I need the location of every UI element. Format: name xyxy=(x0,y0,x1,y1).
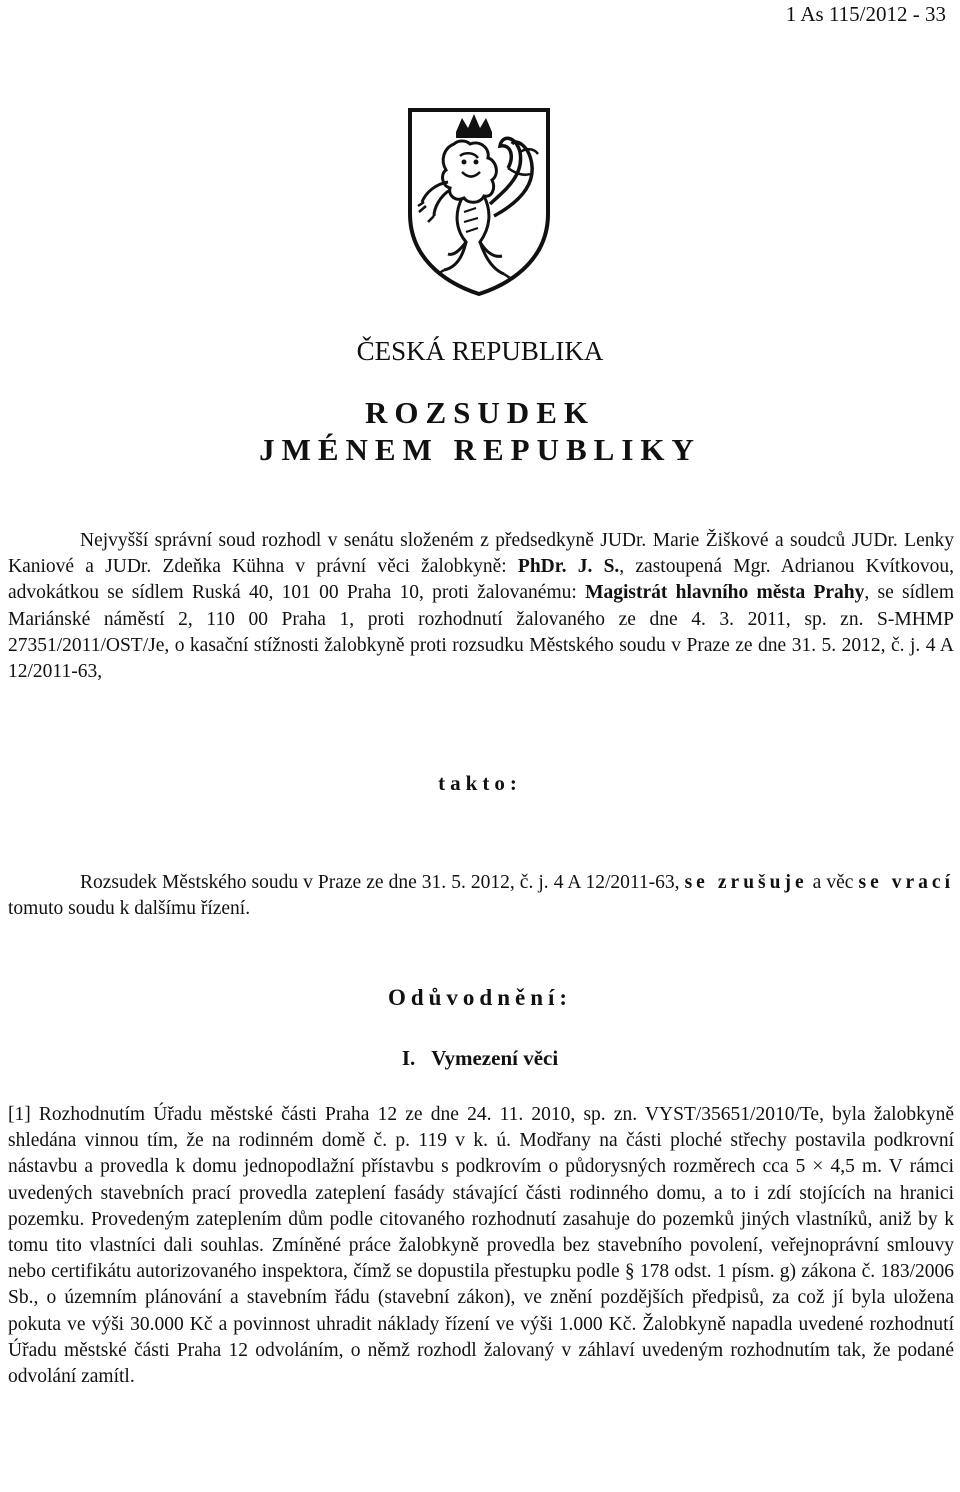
defendant-name: Magistrát hlavního města Prahy xyxy=(585,582,865,604)
intro-text-2: , zastoupená Mgr. Adrianou Kvítkovou, advokátkou se sídlem Ruská 40, 101 00 Praha 10, proti žalovanému: xyxy=(8,556,954,604)
document-subtitle: JMÉNEM REPUBLIKY xyxy=(259,432,701,467)
section-title: Vymezení věci xyxy=(431,1046,559,1070)
country-name: ČESKÁ REPUBLIKA xyxy=(356,336,604,366)
intro-text-3: , se sídlem Mariánské náměstí 2, 110 00 Praha 1, proti rozhodnutí žalovaného ze dne 4. 3. 2011, sp. zn. S-MHMP 27351/2011/OST/Je, o kasační stížnosti žalobkyně proti rozsudku Městského soudu v Praze ze dne 31. 5. 2012, č. j. 4 A 12/2011-63, xyxy=(8,582,954,683)
document-title: ROZSUDEK xyxy=(365,395,595,430)
paragraph-1 xyxy=(8,1102,954,1390)
plaintiff-name: PhDr. J. S. xyxy=(517,556,620,578)
verdict-text-1: Rozsudek Městského soudu v Praze ze dne 31. 5. 2012, č. j. 4 A 12/2011-63, xyxy=(80,872,685,893)
intro-paragraph xyxy=(8,528,954,685)
section-heading xyxy=(0,1046,960,1071)
case-reference: 1 As 115/2012 - 33 xyxy=(785,2,946,26)
verdict-paragraph xyxy=(8,870,954,922)
czech-lion-coat-of-arms-icon xyxy=(404,104,554,299)
reasons-heading: Odůvodnění: xyxy=(387,985,573,1010)
section-number: I. xyxy=(401,1046,416,1070)
paragraph-1-text: [1] Rozhodnutím Úřadu městské části Praha 12 ze dne 24. 11. 2010, sp. zn. VYST/35651/2010/Te, byla žalobkyně shledána vinnou tím, že na rodinném domě č. p. 119 v k. ú. Modřany na části ploché střechy postavila podkrovní nástavbu a provedla k domu jednopodlažní přístavbu s podkrovím o půdorysných rozměrech cca 5 × 4,5 m. V rámci uvedených stavebních prací provedla zateplení fasády stávající části rodinného domu, a to i zdí stojících na hranici pozemku. Provedeným zateplením dům podle citovaného rozhodnutí zasahuje do pozemků jiných vlastníků, aniž by k tomu tito vlastníci dali souhlas. Zmíněné práce žalobkyně provedla bez stavebního povolení, veřejnoprávní smlouvy nebo certifikátu autorizovaného inspektora, čímž se dopustila přestupku podle § 178 odst. 1 písm. g) zákona č. 183/2006 Sb., o územním plánování a stavebním řádu (stavební zákon), ve znění pozdějších předpisů, za což jí byla uložena pokuta ve výši 30.000 Kč a povinnost uhradit náklady řízení ve výši 1.000 Kč. Žalobkyně napadla uvedené rozhodnutí Úřadu městské části Praha 12 odvoláním, o němž rozhodl žalovaný v záhlaví uvedeným rozhodnutím tak, že podané odvolání zamítl. xyxy=(8,1104,954,1388)
verdict-text-2: a věc xyxy=(807,872,859,893)
takto-heading: takto: xyxy=(438,771,522,795)
verdict-return: se vrací xyxy=(858,872,954,893)
verdict-annul: se zrušuje xyxy=(684,872,808,893)
intro-text-1: Nejvyšší správní soud rozhodl v senátu složeném z předsedkyně JUDr. Marie Žiškové a soudců JUDr. Lenky Kaniové a JUDr. Zdeňka Kühna v právní věci žalobkyně: xyxy=(8,530,954,578)
verdict-text-3: tomuto soudu k dalšímu řízení. xyxy=(8,898,251,920)
